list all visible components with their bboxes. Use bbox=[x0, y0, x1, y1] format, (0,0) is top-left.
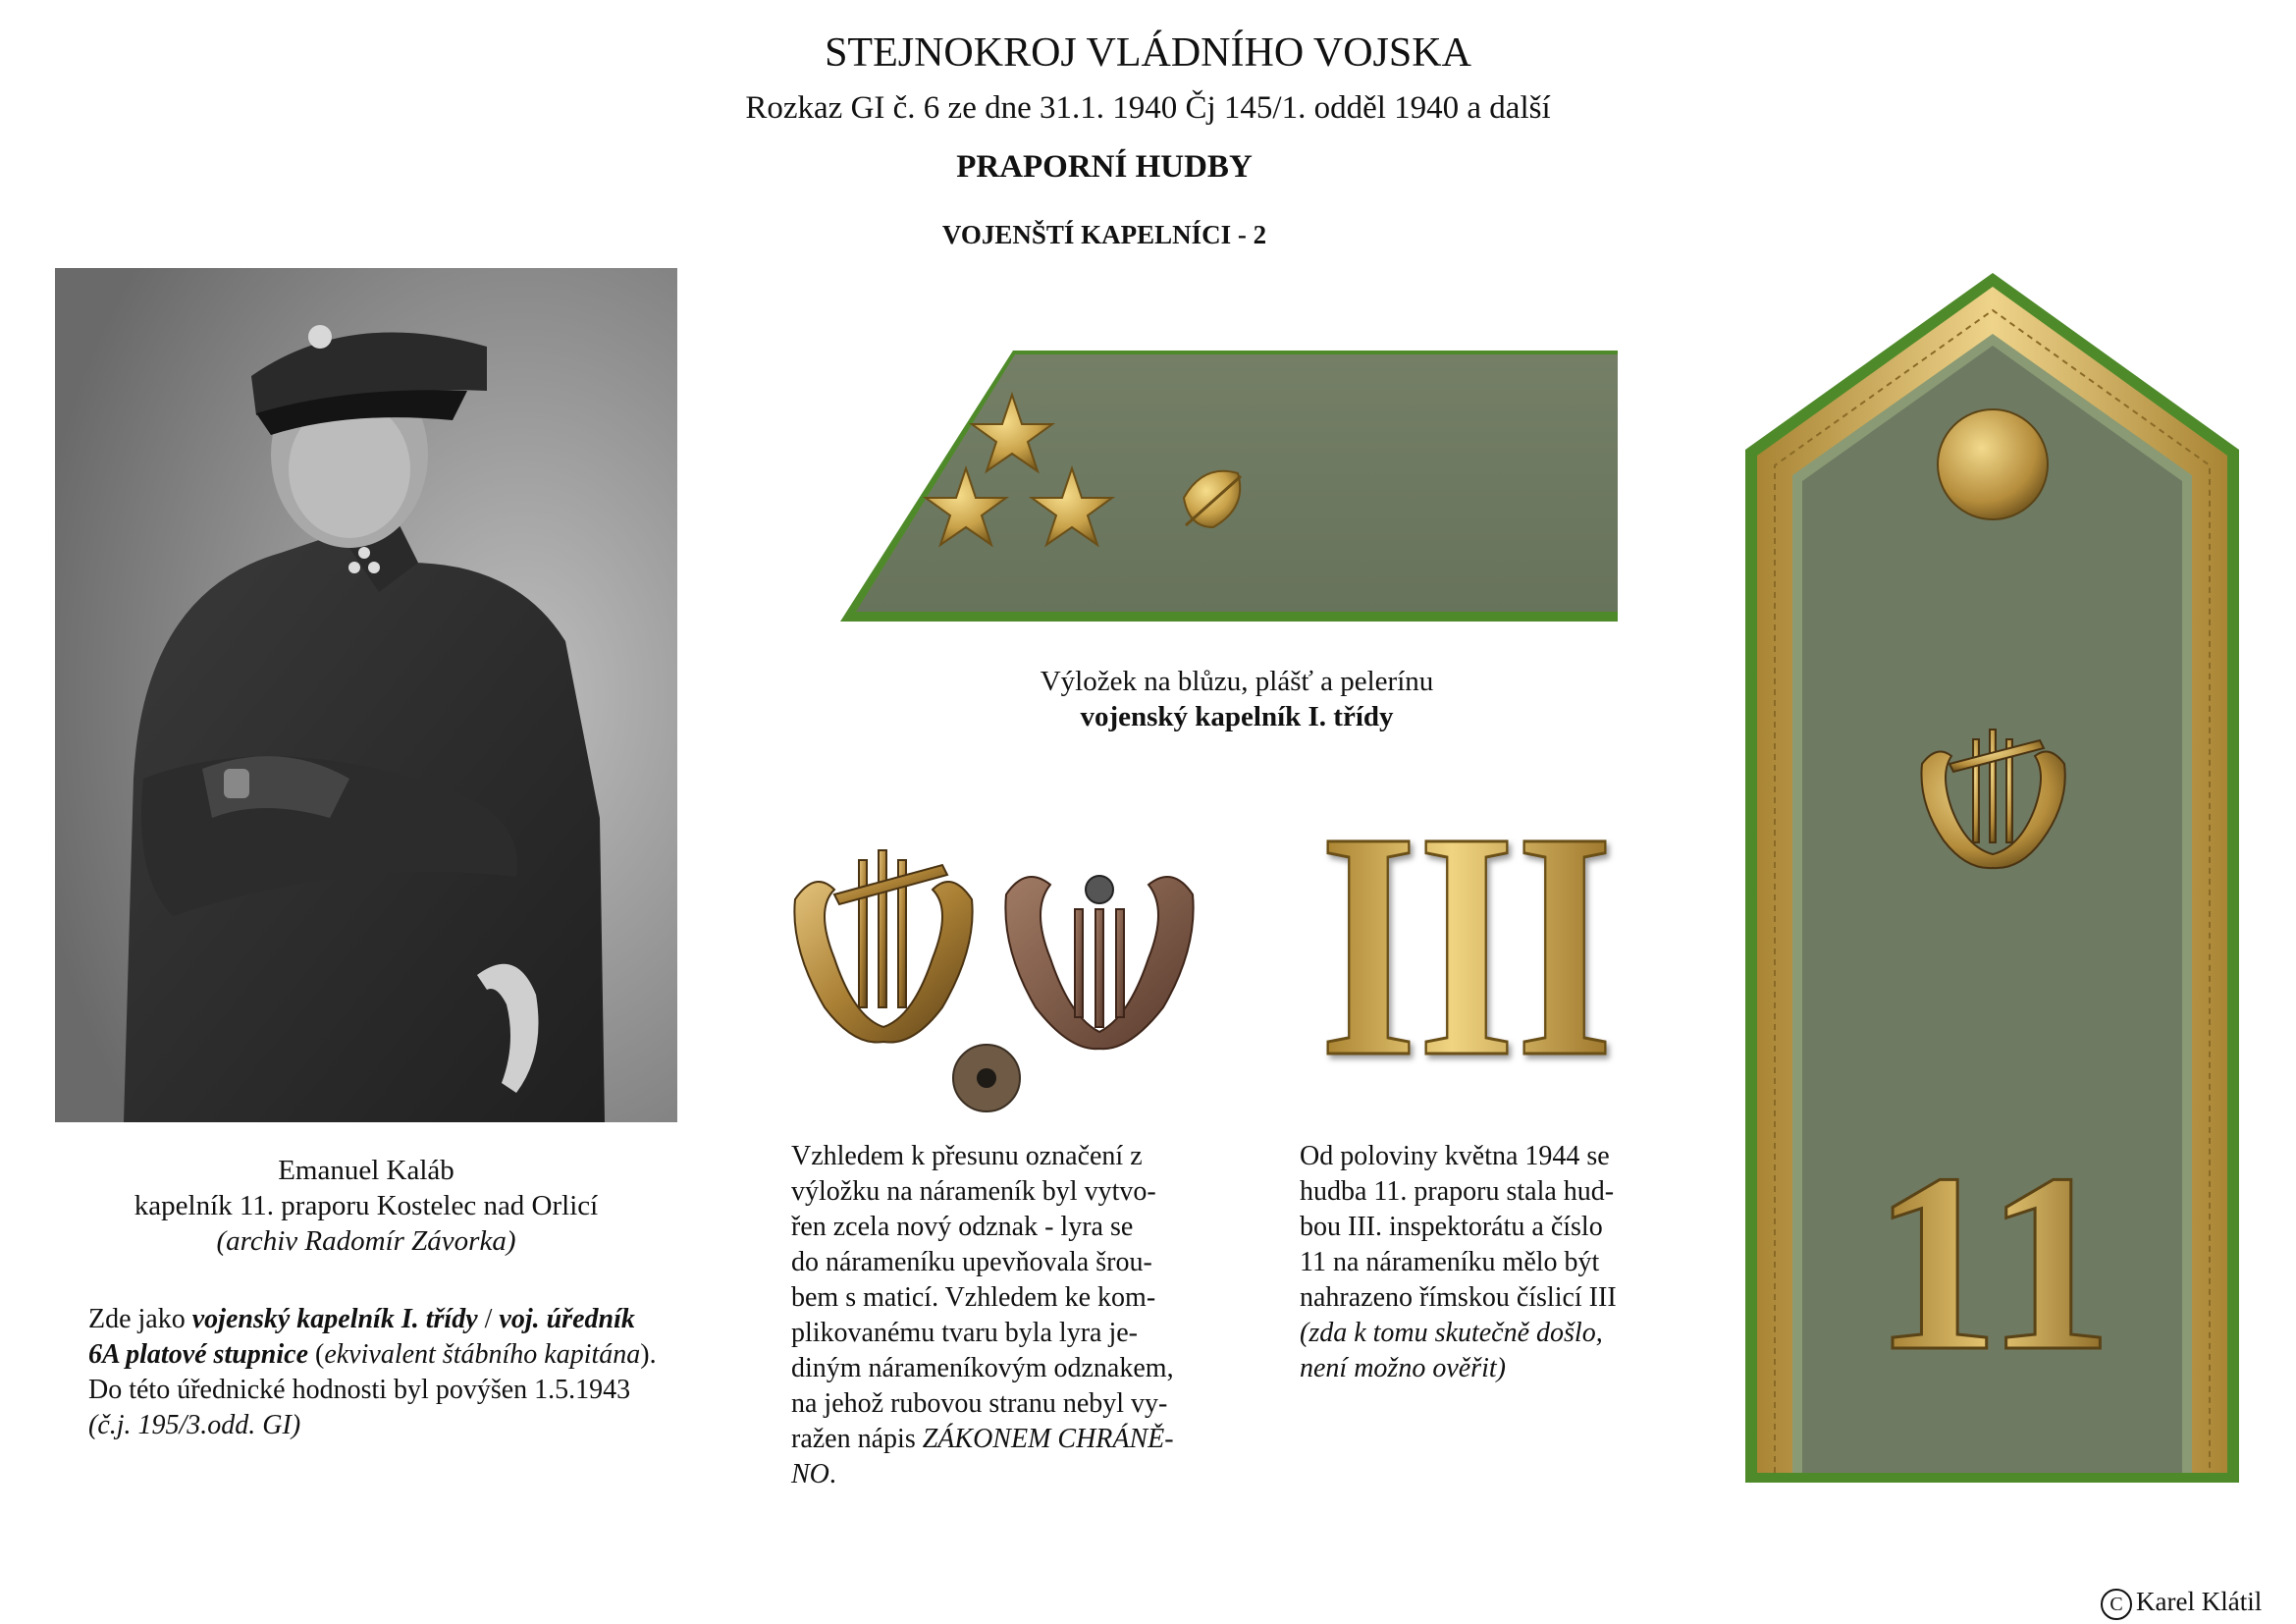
screw-nut-icon bbox=[953, 1045, 1020, 1111]
page-subtitle: Rozkaz GI č. 6 ze dne 31.1. 1940 Čj 145/1. odděl 1940 a další bbox=[745, 90, 1551, 126]
copyright-notice bbox=[2101, 1587, 2262, 1620]
collar-caption-line1: Výložek na blůzu, plášť a pelerínu bbox=[1040, 666, 1434, 697]
pay-grade-text: 6A platové stupnice bbox=[88, 1339, 308, 1370]
subsection-heading: VOJENŠTÍ KAPELNÍCI - 2 bbox=[941, 220, 1267, 249]
shoulder-number-text: 11 bbox=[1872, 1121, 2113, 1404]
collar-patch bbox=[840, 351, 1618, 629]
reference-text: (č.j. 195/3.odd. GI) bbox=[88, 1410, 301, 1440]
rank-text: vojenský kapelník I. třídy bbox=[191, 1304, 478, 1334]
lyre-badges bbox=[775, 821, 1207, 1115]
photo-caption-name: Emanuel Kaláb bbox=[278, 1155, 454, 1186]
author-name: Karel Klátil bbox=[2136, 1587, 2263, 1616]
shoulder-board bbox=[1745, 273, 2239, 1483]
section-heading: PRAPORNÍ HUDBY bbox=[956, 149, 1253, 185]
portrait-photo bbox=[55, 268, 677, 1122]
roman-numeral-text: III bbox=[1319, 766, 1614, 1124]
copyright-icon: C bbox=[2101, 1589, 2132, 1620]
photo-caption-source: (archiv Radomír Závorka) bbox=[216, 1225, 516, 1257]
official-rank-text: voj. úředník bbox=[499, 1304, 635, 1334]
shoulder-button-icon bbox=[1938, 409, 2048, 519]
roman-numeral-badge bbox=[1313, 766, 1620, 1124]
page-title: STEJNOKROJ VLÁDNÍHO VOJSKA bbox=[825, 30, 1471, 76]
description-paragraph-2: Vzhledem k přesunu označení z výložku na nárameník byl vytvo- řen zcela nový odznak - lyra se do nárameníku upevňovala šrou- bem s maticí. Vzhledem ke kom- plikovanému tvaru byla lyra je- diným nárameníkovým odznakem, na jehož rubovou stranu nebyl vy- ražen nápis ZÁKONEM CHRÁNĚ- NO. bbox=[791, 1141, 1174, 1489]
description-paragraph-3: Od poloviny května 1944 se hudba 11. praporu stala hud- bou III. inspektorátu a číslo 11 na nárameníku mělo být nahrazeno římskou číslicí III (zda k tomu skutečně došlo, není možno ověřit) bbox=[1300, 1141, 1617, 1383]
collar-caption-line2: vojenský kapelník I. třídy bbox=[1080, 701, 1394, 732]
lyre-front-icon bbox=[794, 850, 972, 1043]
description-paragraph-1: Zde jako vojenský kapelník I. třídy / voj. úředník 6A platové stupnice (ekvivalent štábního kapitána). Do této úřednické hodnosti byl povýšen 1.5.1943 (č.j. 195/3.odd. GI) bbox=[88, 1304, 657, 1440]
lyre-back-icon bbox=[1005, 876, 1193, 1049]
photo-caption-role: kapelník 11. praporu Kostelec nad Orlicí bbox=[133, 1190, 599, 1221]
